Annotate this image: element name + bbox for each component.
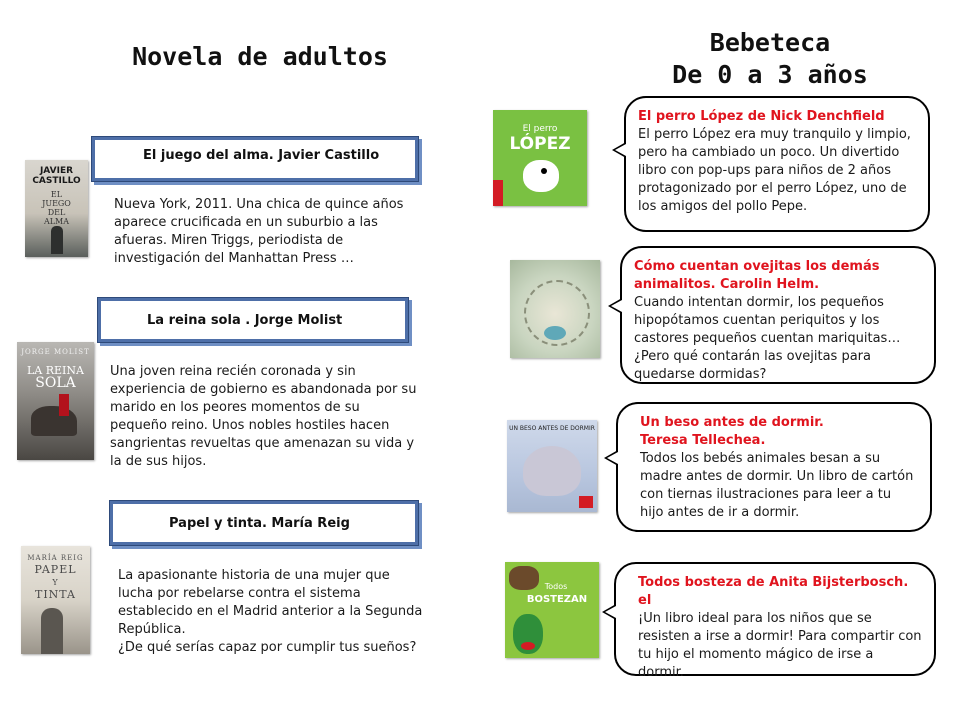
book-title: Un beso antes de dormir.	[640, 415, 824, 430]
cover-dog-eye	[541, 168, 547, 174]
left-heading: Novela de adultos	[132, 42, 388, 71]
book-description: ¡Un libro ideal para los niños que se resisten a irse a dormir! Para compartir con tu hijo el momento mágico de irse a dormir.	[638, 611, 922, 680]
bubble-tail	[602, 604, 616, 620]
speech-bubble	[620, 246, 936, 384]
bubble-tail	[612, 142, 626, 158]
cover-title: LÓPEZ	[509, 134, 571, 154]
book-title: Todos bosteza de Anita Bijsterbosch. el	[638, 575, 909, 608]
speech-bubble	[624, 96, 930, 232]
cover-rider-cape	[59, 394, 69, 416]
bubble-tail	[604, 450, 618, 466]
book-description: Nueva York, 2011. Una chica de quince años aparece crucificada en un suburbio a las afueras. Miren Triggs, periodista de investigación del Manhattan Press …	[114, 197, 404, 266]
book-title: Cómo cuentan ovejitas los demás animalitos. Carolin Helm.	[634, 259, 880, 292]
cover-title: Todos	[544, 582, 568, 591]
cover-author: JAVIER CASTILLO	[32, 166, 81, 186]
book-description: Cuando intentan dormir, los pequeños hipopótamos cuentan periquitos y los castores pequeños cuentan mariquitas…¿Pero qué contarán las ovejitas para quedarse dormidas?	[634, 295, 901, 382]
cover-title: El perro	[522, 124, 558, 134]
cover-dog	[523, 160, 559, 192]
bubble-tail	[608, 298, 622, 314]
book-title: El perro López de Nick Denchfield	[638, 109, 885, 124]
cover-author: JORGE MOLIST	[21, 348, 90, 356]
cover-figure	[41, 608, 63, 654]
cover-title: PAPEL Y TINTA	[34, 563, 77, 601]
cover-horse	[31, 406, 77, 436]
cover-spine	[493, 180, 503, 206]
book-cover-la-reina-sola	[17, 342, 94, 460]
book-title: La reina sola . Jorge Molist	[147, 313, 343, 328]
book-cover-el-perro-lopez	[493, 110, 587, 206]
cover-sheep	[544, 326, 566, 340]
cover-snake-tongue	[521, 642, 535, 650]
book-cover-el-juego-del-alma	[25, 160, 88, 257]
book-cover-un-beso	[507, 420, 597, 512]
speech-bubble	[616, 402, 932, 532]
book-title: Papel y tinta. María Reig	[169, 516, 350, 531]
book-description: Una joven reina recién coronada y sin experiencia de gobierno es abandonada por su marido en los peores momentos de su pequeño reino. Unos nobles hostiles hacen sangrientas revueltas que amenazan su vida y la de sus hijos.	[110, 364, 417, 469]
cover-author: MARÍA REIG	[27, 554, 84, 562]
book-cover-ovejitas	[510, 260, 600, 358]
book-description: La apasionante historia de una mujer que lucha por rebelarse contra el sistema establecido en el Madrid anterior a la Segunda República. ¿De qué serías capaz por cumplir tus sueños?	[118, 568, 423, 655]
cover-title: UN BESO ANTES DE DORMIR	[509, 425, 595, 432]
book-title-box	[92, 137, 418, 181]
speech-bubble	[614, 562, 936, 680]
book-title-box	[110, 501, 418, 545]
cover-publisher-logo	[579, 496, 593, 508]
right-heading-line1: Bebeteca	[709, 28, 831, 57]
cover-elephant	[523, 446, 581, 496]
cover-title: BOSTEZAN	[526, 594, 588, 605]
book-cover-papel-y-tinta	[21, 546, 90, 654]
cover-title: LA REINA SOLA	[27, 364, 84, 391]
cover-figure	[51, 226, 63, 254]
book-description: El perro López era muy tranquilo y limpio, pero ha cambiado un poco. Un divertido libro con pop-ups para niños de 2 años protagonizado por el perro López, uno de los amigos del pollo Pepe.	[638, 127, 911, 214]
book-title-box	[98, 298, 408, 342]
cover-title: EL JUEGO DEL ALMA	[42, 190, 71, 226]
book-cover-todos-bostezan	[505, 562, 599, 658]
book-title: Teresa Tellechea.	[640, 433, 766, 448]
book-title: El juego del alma. Javier Castillo	[143, 148, 380, 163]
right-heading-line2: De 0 a 3 años	[672, 60, 868, 89]
book-description: Todos los bebés animales besan a su madre antes de dormir. Un libro de cartón con tiernas ilustraciones para leer a tu hijo antes de ir a dormir.	[640, 451, 914, 520]
